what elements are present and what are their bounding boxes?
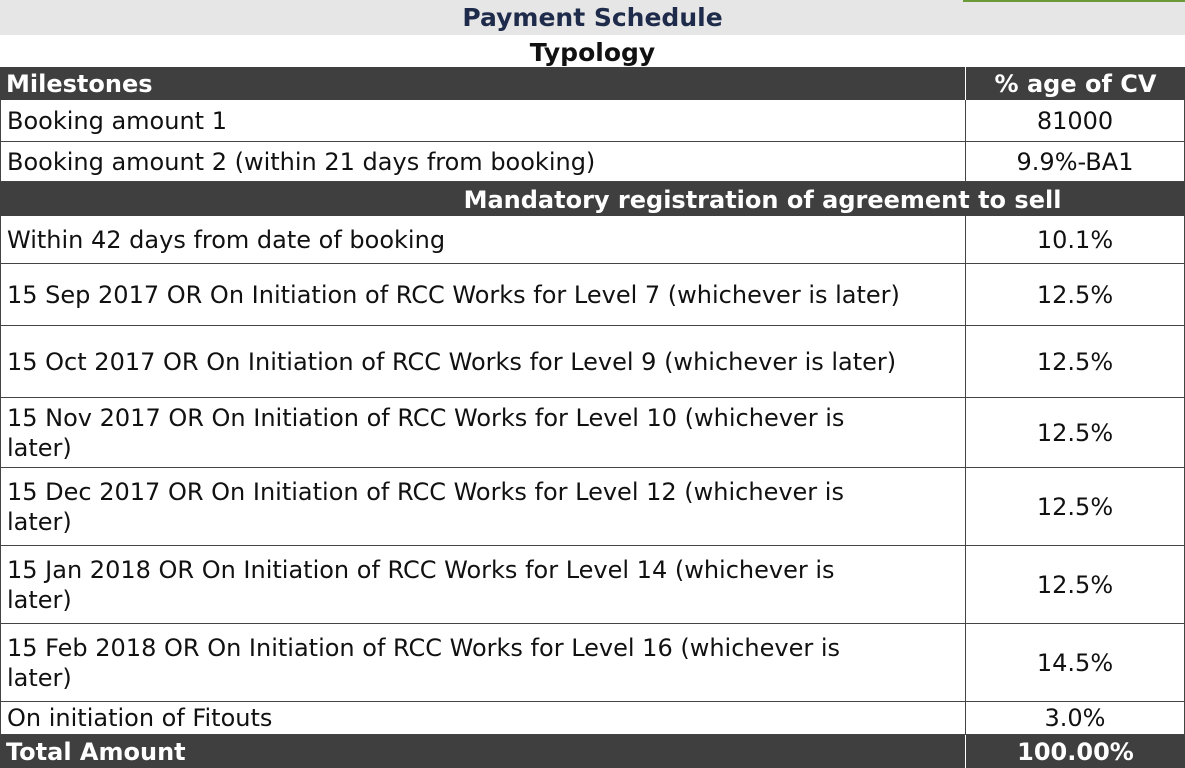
percent-cell: 3.0% [965,702,1185,734]
percent-cell: 12.5% [965,326,1185,397]
title-accent-line [963,0,1185,2]
milestone-cell: 15 Sep 2017 OR On Initiation of RCC Works for Level 7 (whichever is later) [0,264,965,325]
table-row [0,326,1185,398]
percent-cell: 14.5% [965,624,1185,701]
milestone-cell: 15 Nov 2017 OR On Initiation of RCC Works for Level 10 (whichever is later) [0,398,965,467]
table-row [0,624,1185,702]
table-row [0,398,1185,468]
milestone-cell: Booking amount 2 (within 21 days from booking) [0,142,965,181]
milestone-cell: Booking amount 1 [0,100,965,141]
title-bar [0,0,1185,35]
percent-cell: 12.5% [965,398,1185,467]
milestone-cell: Within 42 days from date of booking [0,216,965,263]
total-row [0,735,1185,768]
section-header: Mandatory registration of agreement to sell [0,182,1185,216]
typology-heading: Typology [529,38,656,67]
table-row [0,142,1185,182]
milestone-cell: 15 Jan 2018 OR On Initiation of RCC Works for Level 14 (whichever is later) [0,546,965,623]
milestone-cell: 15 Dec 2017 OR On Initiation of RCC Works for Level 12 (whichever is later) [0,468,965,545]
percent-cell: 12.5% [965,264,1185,325]
table-row [0,546,1185,624]
percent-cell: 12.5% [965,468,1185,545]
total-value: 100.00% [965,735,1185,768]
percent-cell: 81000 [965,100,1185,141]
percent-cell: 9.9%-BA1 [965,142,1185,181]
total-label: Total Amount [6,737,186,766]
milestone-cell: 15 Feb 2018 OR On Initiation of RCC Works for Level 16 (whichever is later) [0,624,965,701]
table-header-row [0,67,1185,100]
table-row [0,702,1185,735]
milestone-cell: On initiation of Fitouts [0,702,965,734]
table-row [0,468,1185,546]
table-row [0,216,1185,264]
milestone-cell: 15 Oct 2017 OR On Initiation of RCC Works for Level 9 (whichever is later) [0,326,965,397]
percent-cell: 10.1% [965,216,1185,263]
page-title: Payment Schedule [462,3,723,32]
percent-cell: 12.5% [965,546,1185,623]
table-row [0,100,1185,142]
header-percent: % age of CV [965,67,1185,100]
table-row [0,264,1185,326]
header-milestones: Milestones [6,69,153,98]
